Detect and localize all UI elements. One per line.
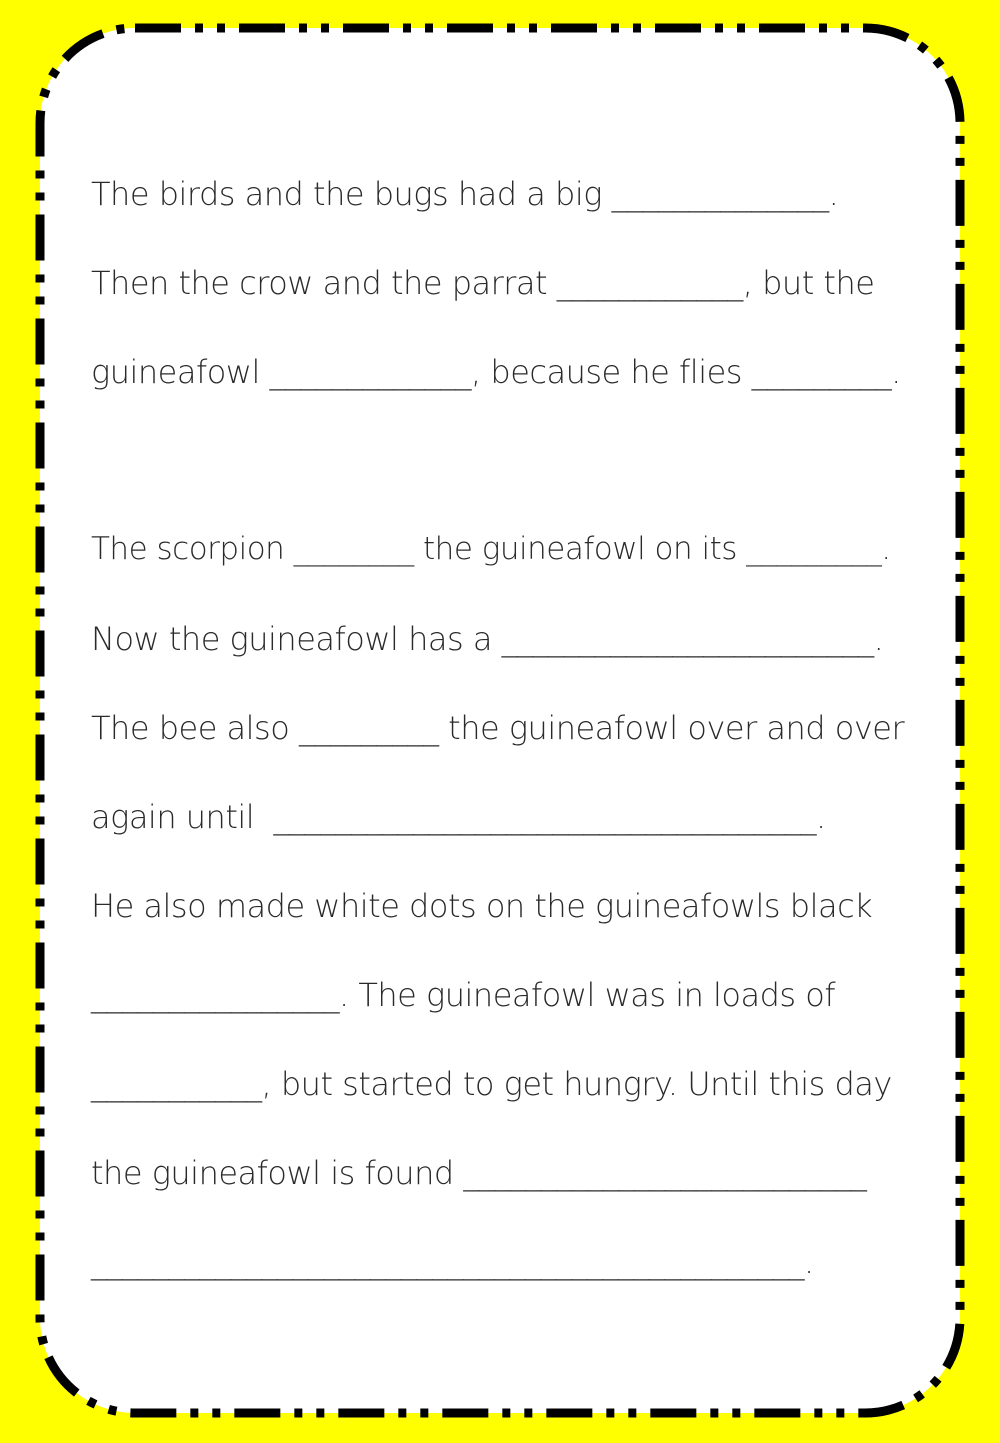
sentence-line-3: guineafowl _____________, because he flies _________. — [91, 353, 901, 391]
sentence-line-1: The birds and the bugs had a big ______________. — [91, 175, 839, 213]
sentence-line-6: The bee also _________ the guineafowl over and over — [91, 709, 905, 747]
sentence-line-11: the guineafowl is found __________________________ — [91, 1154, 867, 1192]
sentence-line-8: He also made white dots on the guineafowls black — [91, 887, 873, 925]
sentence-line-9: ________________. The guineafowl was in loads of — [91, 976, 836, 1014]
sentence-line-4: The scorpion ________ the guineafowl on its _________. — [91, 531, 891, 567]
sentence-line-7: again until ___________________________________. — [91, 798, 826, 836]
sentence-line-12: ______________________________________________. — [91, 1243, 814, 1281]
sentence-line-10: ___________, but started to get hungry. Until this day — [91, 1065, 892, 1103]
sentence-line-5: Now the guineafowl has a ________________________. — [91, 620, 884, 658]
sentence-line-2: Then the crow and the parrat ____________, but the — [91, 264, 875, 302]
